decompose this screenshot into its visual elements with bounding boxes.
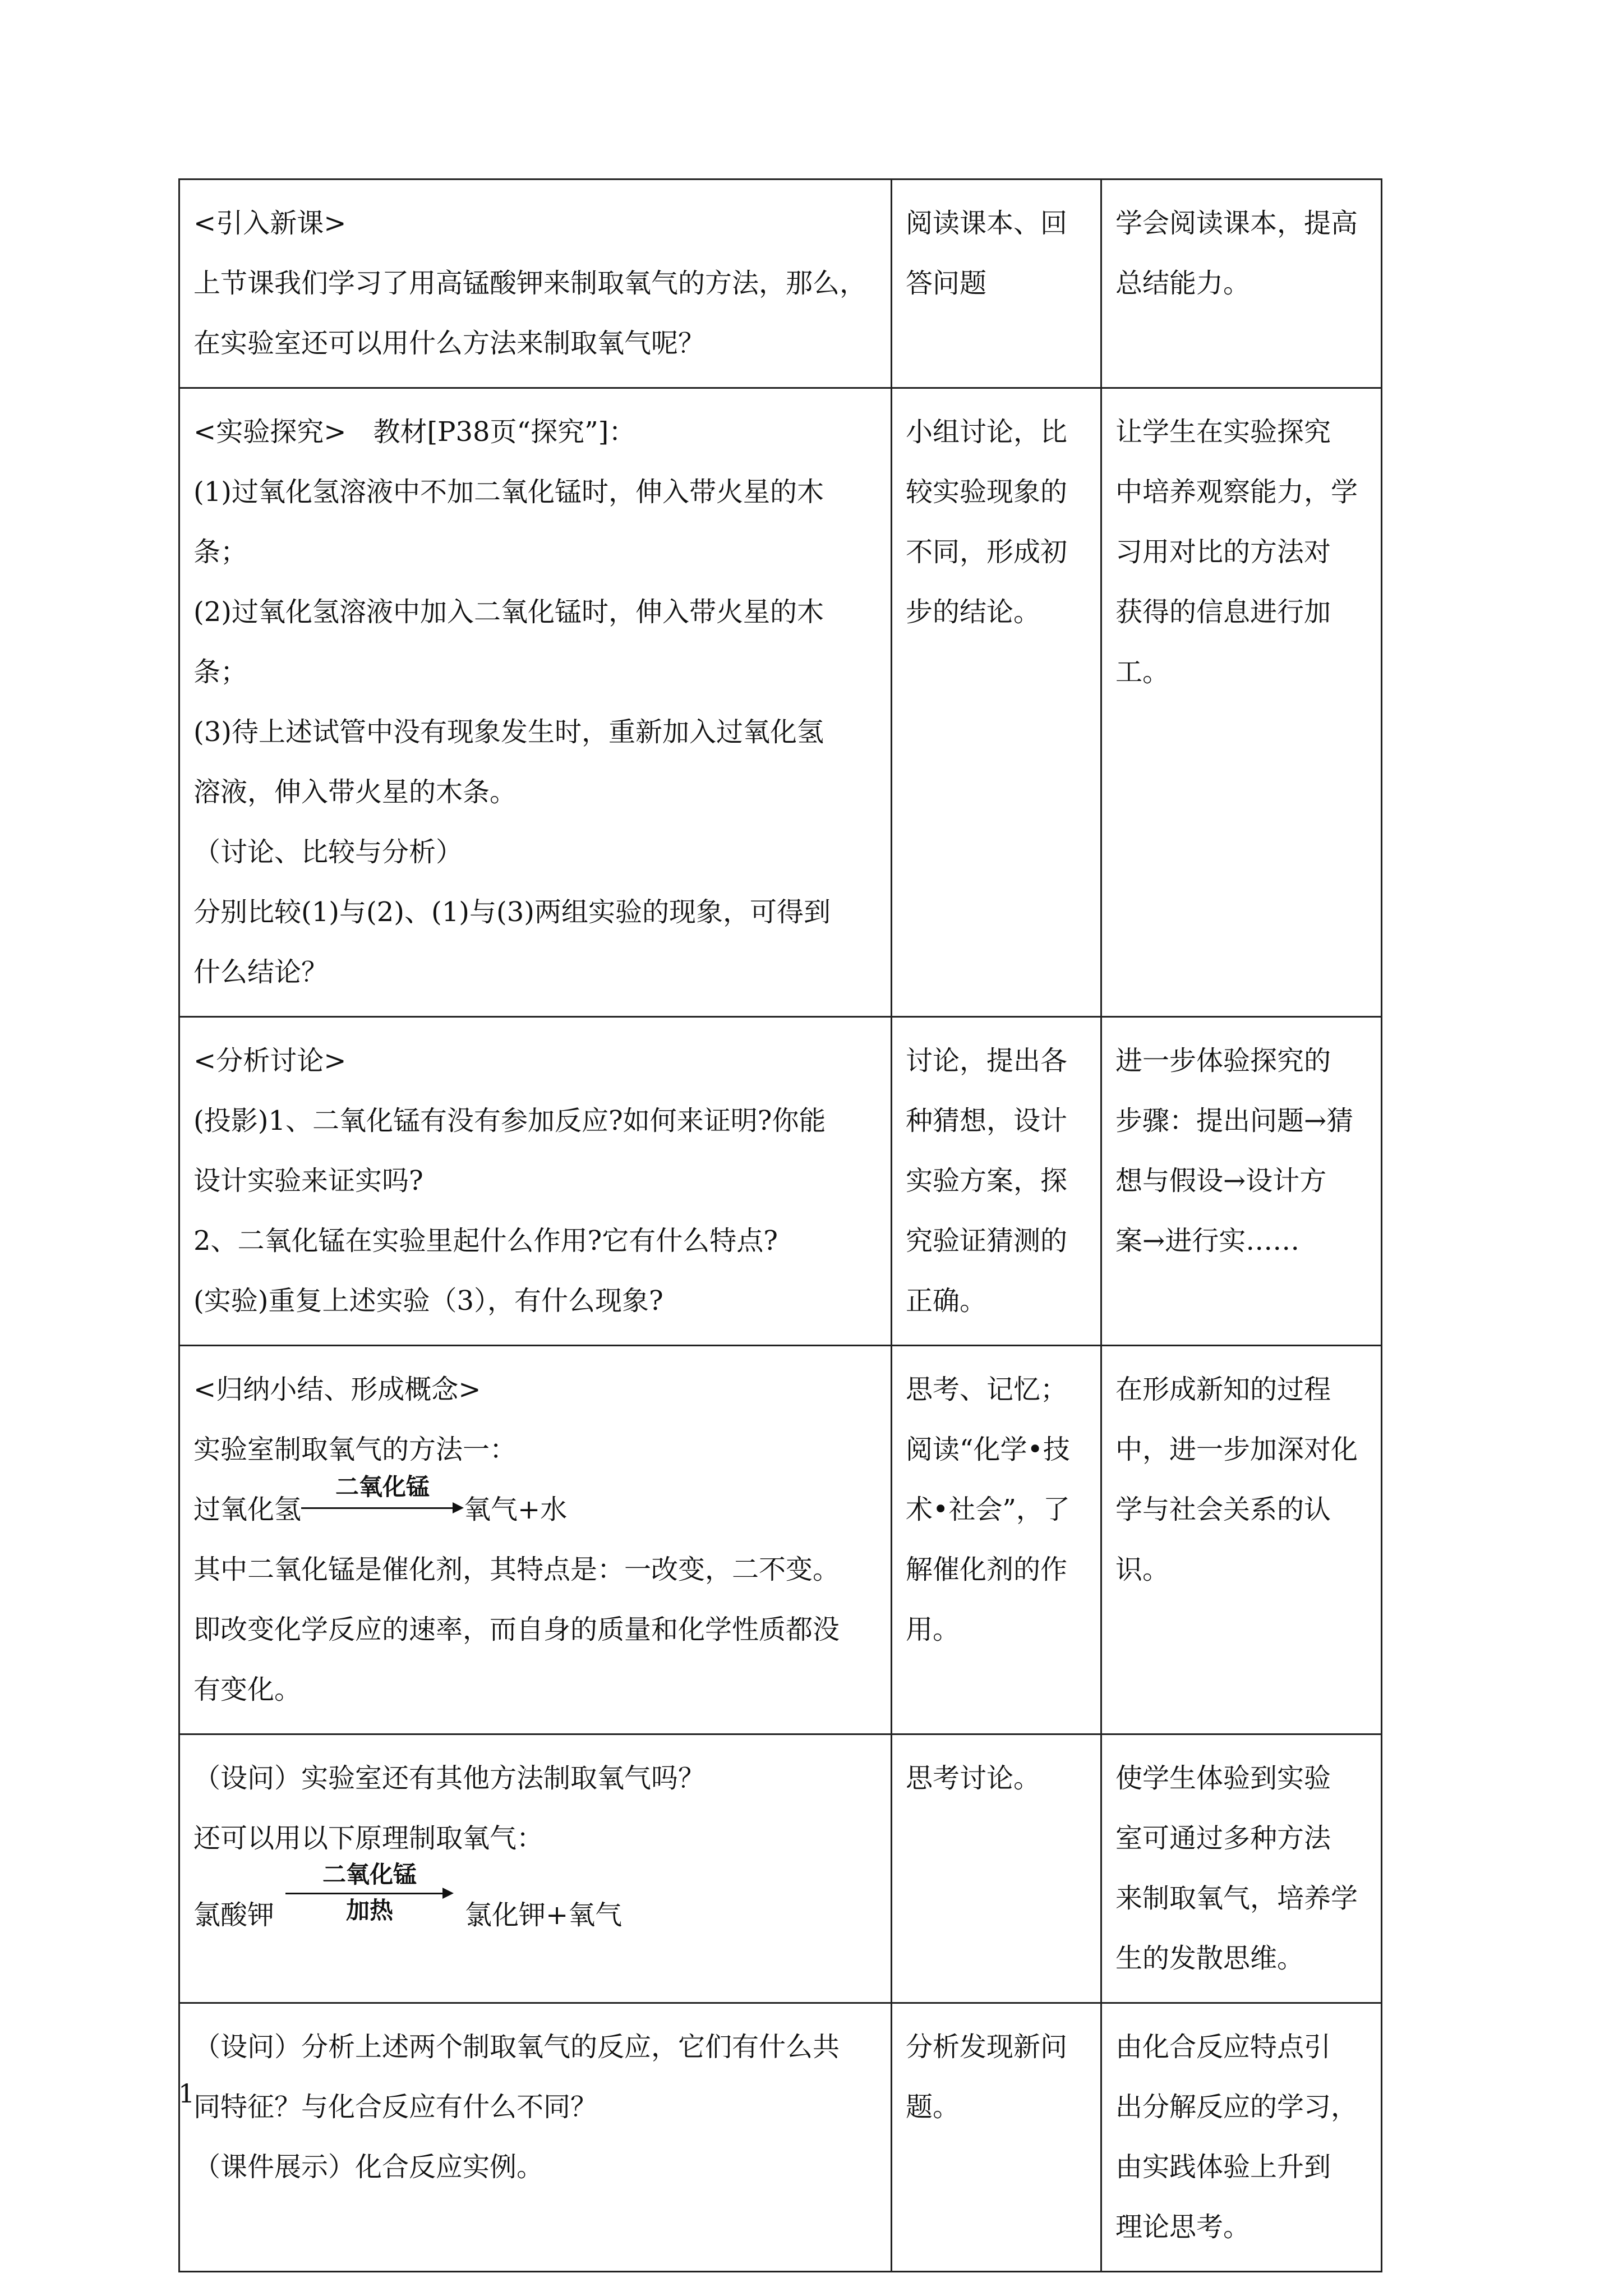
text-line: 案→进行实……: [1115, 1225, 1300, 1257]
text-line: 识。: [1115, 1554, 1170, 1585]
text-line: 小组讨论，比: [906, 416, 1068, 448]
equation-reactant: 氯酸钾: [193, 1899, 275, 1931]
text-line: 较实验现象的: [906, 476, 1068, 508]
catalyst-label: 二氧化锰: [335, 1473, 430, 1501]
text-line: 其中二氧化锰是催化剂，其特点是：一改变，二不变。: [193, 1554, 840, 1585]
text-line: 出分解反应的学习，: [1115, 2091, 1358, 2123]
text-line: 究验证猜测的: [906, 1225, 1068, 1257]
text-line: 分别比较(1)与(2)、(1)与(3)两组实验的现象，可得到: [193, 896, 831, 928]
text-line: 分析发现新问: [906, 2031, 1068, 2063]
text-line: 室可通过多种方法: [1115, 1823, 1331, 1854]
text-line: 中培养观察能力，学: [1115, 476, 1358, 508]
text-line: 条；: [193, 536, 248, 568]
text-line: 用。: [906, 1614, 960, 1645]
text-line: <归纳小结、形成概念>: [193, 1374, 481, 1405]
text-line: 理论思考。: [1115, 2211, 1251, 2243]
teaching-content-cell: [179, 180, 892, 388]
text-line: 学会阅读课本，提高: [1115, 208, 1358, 239]
text-line: 学与社会关系的认: [1115, 1494, 1331, 1525]
text-line: 步的结论。: [906, 596, 1041, 628]
text-line: 阅读“化学•技: [906, 1434, 1070, 1465]
text-line: 讨论，提出各: [906, 1045, 1068, 1076]
equation-potassium-chlorate: [193, 1861, 882, 1945]
text-line: (1)过氧化氢溶液中不加二氧化锰时，伸入带火星的木: [193, 476, 824, 508]
equation-hydrogen-peroxide: [193, 1473, 882, 1540]
text-line: 种猜想，设计: [906, 1105, 1068, 1137]
text-line: (3)待上述试管中没有现象发生时，重新加入过氧化氢: [193, 716, 824, 748]
text-line: 由化合反应特点引: [1115, 2031, 1331, 2063]
text-line: 阅读课本、回: [906, 208, 1068, 239]
text-line: 同特征？与化合反应有什么不同？: [193, 2091, 598, 2123]
text-line: 实验方案，探: [906, 1165, 1068, 1197]
text-line: 不同，形成初: [906, 536, 1068, 568]
design-purpose-cell: [1101, 1734, 1382, 2003]
text-line: 中，进一步加深对化: [1115, 1434, 1358, 1465]
text-line: 上节课我们学习了用高锰酸钾来制取氧气的方法，那么，: [193, 268, 867, 299]
text-line: 在实验室还可以用什么方法来制取氧气呢？: [193, 328, 706, 359]
text-line: 想与假设→设计方: [1115, 1165, 1327, 1197]
design-purpose-cell: [1101, 2003, 1382, 2272]
teaching-content-cell: [179, 1346, 892, 1734]
text-line: 生的发散思维。: [1115, 1943, 1304, 1974]
design-purpose-cell: [1101, 1346, 1382, 1734]
text-line: 即改变化学反应的速率，而自身的质量和化学性质都没: [193, 1614, 840, 1645]
text-line: 在形成新知的过程: [1115, 1374, 1331, 1405]
equation-products: 氧气+水: [464, 1494, 568, 1525]
student-activity-cell: [892, 1346, 1101, 1734]
text-line: <引入新课>: [193, 208, 347, 239]
text-line: （课件展示）化合反应实例。: [193, 2151, 544, 2183]
condition-label: 加热: [346, 1897, 394, 1924]
text-line: 还可以用以下原理制取氧气：: [193, 1823, 544, 1854]
table-row: [179, 1734, 1382, 2003]
text-line: 获得的信息进行加: [1115, 596, 1331, 628]
equation-products: 氯化钾+氧气: [465, 1899, 623, 1931]
design-purpose-cell: [1101, 1017, 1382, 1346]
text-line: 实验室制取氧气的方法一：: [193, 1434, 517, 1465]
text-line: 设计实验来证实吗?: [193, 1165, 423, 1197]
text-line: (投影)1、二氧化锰有没有参加反应?如何来证明?你能: [193, 1105, 826, 1137]
text-line: （设问）实验室还有其他方法制取氧气吗？: [193, 1763, 706, 1794]
teaching-content-cell: [179, 1734, 892, 2003]
text-line: 什么结论？: [193, 956, 329, 988]
teaching-content-cell: [179, 1017, 892, 1346]
table-row: [179, 2003, 1382, 2272]
text-line: (实验)重复上述实验（3），有什么现象?: [193, 1285, 663, 1317]
text-line: 使学生体验到实验: [1115, 1763, 1331, 1794]
student-activity-cell: [892, 2003, 1101, 2272]
text-line: 溶液，伸入带火星的木条。: [193, 776, 517, 808]
table-row: [179, 1346, 1382, 1734]
text-line: 题。: [906, 2091, 960, 2123]
teaching-content-cell: [179, 2003, 892, 2272]
student-activity-cell: [892, 388, 1101, 1017]
teaching-content-cell: [179, 388, 892, 1017]
text-line: 正确。: [906, 1285, 987, 1317]
text-line: (2)过氧化氢溶液中加入二氧化锰时，伸入带火星的木: [193, 596, 824, 628]
design-purpose-cell: [1101, 180, 1382, 388]
arrow-line: [301, 1507, 457, 1509]
text-line: 总结能力。: [1115, 268, 1251, 299]
text-line: 进一步体验探究的: [1115, 1045, 1331, 1076]
text-line: （讨论、比较与分析）: [193, 836, 463, 868]
arrow-head-icon: [453, 1502, 464, 1513]
table-row: [179, 388, 1382, 1017]
text-line: 思考讨论。: [906, 1763, 1041, 1794]
text-line: 让学生在实验探究: [1115, 416, 1331, 448]
design-purpose-cell: [1101, 388, 1382, 1017]
table-row: [179, 180, 1382, 388]
lesson-plan-table: [178, 178, 1382, 2272]
text-line: <分析讨论>: [193, 1045, 347, 1076]
text-line: <实验探究> 教材[P38页“探究”]：: [193, 416, 636, 448]
text-line: 来制取氧气，培养学: [1115, 1883, 1358, 1914]
text-line: 条；: [193, 656, 248, 688]
student-activity-cell: [892, 1017, 1101, 1346]
equation-reactant: 过氧化氢: [193, 1494, 302, 1525]
text-line: 2、二氧化锰在实验里起什么作用?它有什么特点?: [193, 1225, 778, 1257]
student-activity-cell: [892, 1734, 1101, 2003]
text-line: 步骤：提出问题→猜: [1115, 1105, 1354, 1137]
text-line: 答问题: [906, 268, 987, 299]
table-row: [179, 1017, 1382, 1346]
catalyst-label: 二氧化锰: [322, 1861, 417, 1888]
arrow-line: [285, 1893, 447, 1894]
text-line: （设问）分析上述两个制取氧气的反应，它们有什么共: [193, 2031, 840, 2063]
reaction-arrow: [301, 1473, 464, 1519]
student-activity-cell: [892, 180, 1101, 388]
text-line: 解催化剂的作: [906, 1554, 1068, 1585]
page-number: 1: [178, 2078, 195, 2109]
text-line: 思考、记忆；: [906, 1374, 1068, 1405]
text-line: 习用对比的方法对: [1115, 536, 1331, 568]
text-line: 有变化。: [193, 1674, 302, 1705]
text-line: 由实践体验上升到: [1115, 2151, 1331, 2183]
text-line: 术•社会”，了: [906, 1494, 1070, 1525]
text-line: 工。: [1115, 656, 1170, 688]
reaction-arrow: [285, 1861, 454, 1924]
